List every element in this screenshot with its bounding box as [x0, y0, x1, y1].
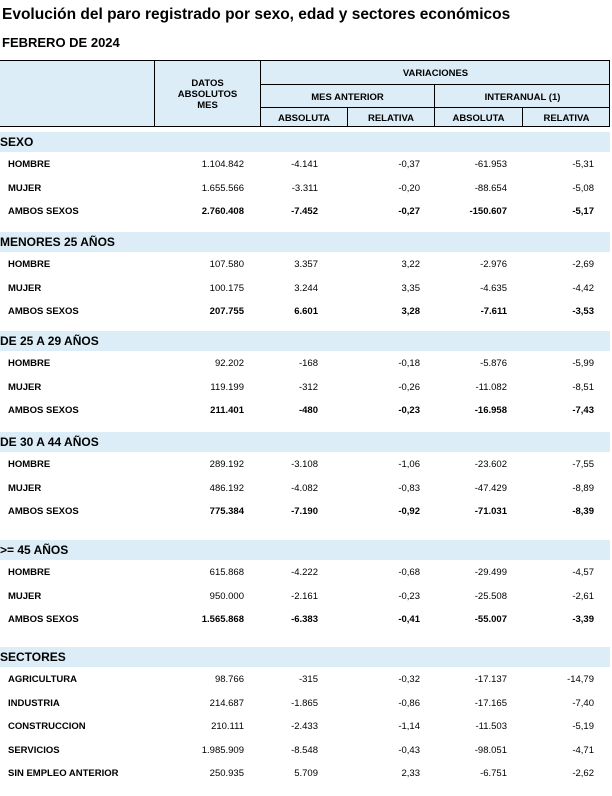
interanual-relativa-cell: -3,39 — [572, 614, 594, 625]
interanual-relativa-cell: -14,79 — [567, 674, 594, 685]
datos-absolutos-cell: 1.565.868 — [201, 614, 244, 625]
interanual-relativa-cell: -8,89 — [572, 482, 594, 494]
table-row — [0, 457, 610, 473]
header-bottom-border — [0, 126, 610, 127]
datos-absolutos-cell: 2.760.408 — [201, 206, 244, 217]
section-header-band — [0, 540, 610, 560]
row-label: HOMBRE — [8, 567, 51, 578]
interanual-relativa-cell: -7,55 — [572, 459, 594, 470]
interanual-absoluta-cell: -88.654 — [474, 182, 507, 194]
interanual-relativa-cell: -5,08 — [572, 182, 594, 194]
row-label: AMBOS SEXOS — [8, 306, 79, 317]
header-variaciones: VARIACIONES — [402, 68, 469, 79]
interanual-absoluta-cell: -16.958 — [474, 405, 507, 416]
datos-absolutos-cell: 1.655.566 — [201, 182, 244, 194]
table-row — [0, 719, 610, 735]
section-title: MENORES 25 AÑOS — [0, 235, 115, 249]
interanual-relativa-cell: -7,43 — [572, 405, 594, 416]
header-datos-line: MES — [197, 100, 218, 111]
mes-anterior-relativa-cell: -1,14 — [398, 721, 420, 732]
interanual-relativa-cell: -5,17 — [572, 206, 594, 217]
table-row — [0, 565, 610, 581]
interanual-absoluta-cell: -2.976 — [480, 259, 507, 270]
interanual-absoluta-cell: -23.602 — [474, 459, 507, 470]
section-title: DE 25 A 29 AÑOS — [0, 334, 99, 348]
page-title: Evolución del paro registrado por sexo, edad y sectores económicos — [2, 6, 511, 23]
interanual-relativa-cell: -5,99 — [572, 358, 594, 369]
header-absoluta: ABSOLUTA — [277, 113, 331, 124]
interanual-relativa-cell: -4,71 — [572, 744, 594, 756]
interanual-absoluta-cell: -11.503 — [475, 721, 507, 732]
mes-anterior-relativa-cell: -0,26 — [398, 381, 420, 393]
section-header-band — [0, 132, 610, 152]
datos-absolutos-cell: 92.202 — [214, 358, 244, 369]
datos-absolutos-cell: 98.766 — [214, 674, 244, 685]
table-row — [0, 589, 610, 605]
row-label: AMBOS SEXOS — [8, 614, 79, 625]
interanual-absoluta-cell: -61.953 — [474, 159, 507, 170]
mes-anterior-relativa-cell: -0,43 — [398, 744, 420, 756]
mes-anterior-absoluta-cell: -3.311 — [291, 182, 318, 194]
mes-anterior-absoluta-cell: -4.222 — [291, 567, 318, 578]
table-row — [0, 743, 610, 759]
interanual-absoluta-cell: -47.429 — [474, 482, 507, 494]
mes-anterior-relativa-cell: -0,18 — [398, 358, 420, 369]
mes-anterior-relativa-cell: -0,83 — [398, 482, 420, 494]
row-label: HOMBRE — [8, 159, 51, 170]
mes-anterior-absoluta-cell: 5.709 — [294, 768, 318, 779]
mes-anterior-absoluta-cell: -1.865 — [291, 697, 318, 709]
interanual-absoluta-cell: -6.751 — [480, 768, 507, 779]
section-title: DE 30 A 44 AÑOS — [0, 435, 99, 449]
datos-absolutos-cell: 210.111 — [211, 721, 244, 732]
mes-anterior-relativa-cell: -0,32 — [398, 674, 420, 685]
datos-absolutos-cell: 100.175 — [209, 282, 244, 294]
mes-anterior-absoluta-cell: -4.141 — [291, 159, 318, 170]
row-label: MUJER — [8, 282, 42, 294]
interanual-absoluta-cell: -29.499 — [474, 567, 507, 578]
interanual-absoluta-cell: -98.051 — [474, 744, 507, 756]
row-label: HOMBRE — [8, 358, 51, 369]
header-divider — [260, 107, 610, 108]
mes-anterior-absoluta-cell: -315 — [298, 674, 318, 685]
interanual-absoluta-cell: -25.508 — [474, 590, 507, 602]
header-absoluta: ABSOLUTA — [452, 113, 505, 124]
mes-anterior-relativa-cell: -0,41 — [398, 614, 420, 625]
datos-absolutos-cell: 1.985.909 — [201, 744, 244, 756]
section-header-band — [0, 647, 610, 667]
header-mes-anterior: MES ANTERIOR — [311, 92, 384, 103]
interanual-relativa-cell: -2,69 — [572, 259, 594, 270]
mes-anterior-relativa-cell: -0,23 — [398, 405, 420, 416]
datos-absolutos-cell: 119.199 — [210, 381, 244, 393]
mes-anterior-relativa-cell: -0,23 — [398, 590, 420, 602]
row-label: SIN EMPLEO ANTERIOR — [8, 768, 119, 779]
row-label: MUJER — [8, 381, 42, 393]
header-top-border — [0, 60, 610, 61]
mes-anterior-absoluta-cell: 6.601 — [294, 306, 318, 317]
interanual-absoluta-cell: -150.607 — [469, 206, 507, 217]
header-datos-line: ABSOLUTOS — [177, 89, 238, 100]
table-row — [0, 672, 610, 688]
interanual-absoluta-cell: -7.611 — [480, 306, 507, 317]
row-label: AMBOS SEXOS — [8, 506, 79, 517]
mes-anterior-absoluta-cell: -6.383 — [291, 614, 318, 625]
interanual-absoluta-cell: -11.082 — [475, 381, 507, 393]
header-interanual: INTERANUAL (1) — [484, 92, 561, 103]
section-title: >= 45 AÑOS — [0, 543, 69, 557]
mes-anterior-absoluta-cell: -168 — [298, 358, 318, 369]
table-row — [0, 766, 610, 782]
interanual-relativa-cell: -2,61 — [572, 590, 594, 602]
datos-absolutos-cell: 207.755 — [209, 306, 244, 317]
interanual-relativa-cell: -5,31 — [572, 159, 594, 170]
row-label: CONSTRUCCION — [8, 721, 86, 732]
mes-anterior-relativa-cell: -1,06 — [398, 459, 420, 470]
table-row — [0, 304, 610, 320]
header-datos-line: DATOS — [191, 78, 224, 89]
interanual-absoluta-cell: -55.007 — [474, 614, 507, 625]
interanual-absoluta-cell: -17.137 — [474, 674, 507, 685]
datos-absolutos-cell: 486.192 — [209, 482, 244, 494]
row-label: MUJER — [8, 482, 42, 494]
row-label: MUJER — [8, 182, 42, 194]
mes-anterior-absoluta-cell: -2.433 — [291, 721, 318, 732]
table-row — [0, 612, 610, 628]
interanual-absoluta-cell: -71.031 — [474, 506, 507, 517]
mes-anterior-absoluta-cell: -3.108 — [291, 459, 318, 470]
table-row — [0, 181, 610, 197]
table-row — [0, 281, 610, 297]
interanual-relativa-cell: -3,53 — [572, 306, 594, 317]
table-row — [0, 403, 610, 419]
header-divider — [260, 84, 610, 85]
header-relativa: RELATIVA — [367, 113, 415, 124]
datos-absolutos-cell: 289.192 — [209, 459, 244, 470]
interanual-relativa-cell: -2,62 — [572, 768, 594, 779]
interanual-absoluta-cell: -4.635 — [480, 282, 507, 294]
mes-anterior-relativa-cell: -0,37 — [398, 159, 420, 170]
row-label: HOMBRE — [8, 259, 51, 270]
mes-anterior-absoluta-cell: -312 — [298, 381, 318, 393]
section-title: SECTORES — [0, 650, 66, 664]
interanual-relativa-cell: -5,19 — [572, 721, 594, 732]
interanual-relativa-cell: -4,42 — [572, 282, 594, 294]
mes-anterior-relativa-cell: -0,86 — [398, 697, 420, 709]
mes-anterior-relativa-cell: 3,35 — [401, 282, 420, 294]
mes-anterior-relativa-cell: -0,92 — [398, 506, 420, 517]
mes-anterior-absoluta-cell: 3.357 — [294, 259, 318, 270]
table-row — [0, 504, 610, 520]
datos-absolutos-cell: 615.868 — [209, 567, 244, 578]
interanual-relativa-cell: -4,57 — [572, 567, 594, 578]
mes-anterior-relativa-cell: -0,20 — [398, 182, 420, 194]
table-row — [0, 481, 610, 497]
row-label: HOMBRE — [8, 459, 51, 470]
row-label: AGRICULTURA — [8, 674, 77, 685]
mes-anterior-absoluta-cell: -480 — [298, 405, 318, 416]
interanual-relativa-cell: -8,39 — [572, 506, 594, 517]
datos-absolutos-cell: 211.401 — [210, 405, 244, 416]
table-row — [0, 380, 610, 396]
row-label: INDUSTRIA — [8, 697, 60, 709]
mes-anterior-absoluta-cell: -8.548 — [291, 744, 318, 756]
section-title: SEXO — [0, 135, 34, 149]
row-label: AMBOS SEXOS — [8, 405, 79, 416]
mes-anterior-relativa-cell: 3,22 — [401, 259, 420, 270]
datos-absolutos-cell: 250.935 — [209, 768, 244, 779]
mes-anterior-absoluta-cell: -4.082 — [291, 482, 318, 494]
mes-anterior-absoluta-cell: -7.190 — [291, 506, 318, 517]
interanual-absoluta-cell: -5.876 — [480, 358, 507, 369]
mes-anterior-absoluta-cell: 3.244 — [294, 282, 318, 294]
header-datos-absolutos — [155, 78, 260, 111]
datos-absolutos-cell: 214.687 — [209, 697, 244, 709]
interanual-absoluta-cell: -17.165 — [474, 697, 507, 709]
datos-absolutos-cell: 107.580 — [209, 259, 244, 270]
interanual-relativa-cell: -8,51 — [572, 381, 594, 393]
page-subtitle: FEBRERO DE 2024 — [2, 35, 120, 50]
mes-anterior-relativa-cell: 3,28 — [401, 306, 420, 317]
table-row — [0, 204, 610, 220]
table-row — [0, 157, 610, 173]
row-label: SERVICIOS — [8, 744, 60, 756]
table-row — [0, 696, 610, 712]
datos-absolutos-cell: 950.000 — [209, 590, 244, 602]
mes-anterior-relativa-cell: -0,68 — [398, 567, 420, 578]
header-relativa: RELATIVA — [543, 113, 590, 124]
row-label: MUJER — [8, 590, 42, 602]
mes-anterior-absoluta-cell: -7.452 — [291, 206, 318, 217]
mes-anterior-relativa-cell: -0,27 — [398, 206, 420, 217]
interanual-relativa-cell: -7,40 — [572, 697, 594, 709]
datos-absolutos-cell: 1.104.842 — [201, 159, 244, 170]
mes-anterior-absoluta-cell: -2.161 — [291, 590, 318, 602]
mes-anterior-relativa-cell: 2,33 — [401, 768, 420, 779]
row-label: AMBOS SEXOS — [8, 206, 79, 217]
table-row — [0, 356, 610, 372]
datos-absolutos-cell: 775.384 — [209, 506, 244, 517]
table-row — [0, 257, 610, 273]
